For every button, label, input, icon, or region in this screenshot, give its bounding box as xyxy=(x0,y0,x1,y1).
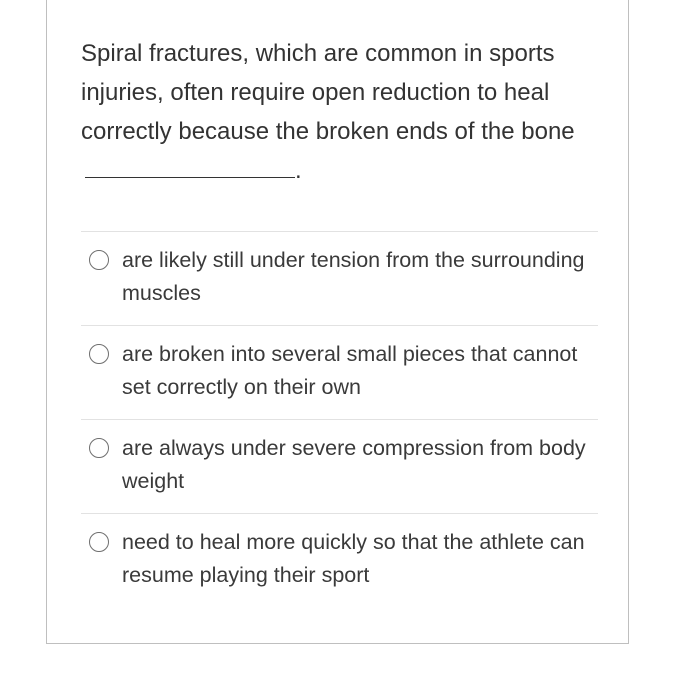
radio-button-icon[interactable] xyxy=(89,438,109,458)
answer-option-4[interactable] xyxy=(81,513,598,607)
radio-button-icon[interactable] xyxy=(89,344,109,364)
question-text: Spiral fractures, which are common in sports injuries, often require open reduction to heal correctly because the broken ends of the bone xyxy=(81,40,575,145)
answer-option-label: need to heal more quickly so that the athlete can resume playing their sport xyxy=(122,530,585,587)
answer-blank xyxy=(85,155,295,178)
radio-button-icon[interactable] xyxy=(89,250,109,270)
answer-option-label: are broken into several small pieces that cannot set correctly on their own xyxy=(122,342,578,399)
answer-option-label: are always under severe compression from body weight xyxy=(122,436,586,493)
answer-option-1[interactable] xyxy=(81,231,598,325)
answer-options xyxy=(81,231,598,607)
answer-option-label: are likely still under tension from the surrounding muscles xyxy=(122,248,585,305)
answer-option-3[interactable] xyxy=(81,419,598,513)
question-suffix: . xyxy=(295,157,302,184)
answer-option-2[interactable] xyxy=(81,325,598,419)
question-prompt xyxy=(81,34,611,190)
question-card xyxy=(46,0,629,644)
radio-button-icon[interactable] xyxy=(89,532,109,552)
